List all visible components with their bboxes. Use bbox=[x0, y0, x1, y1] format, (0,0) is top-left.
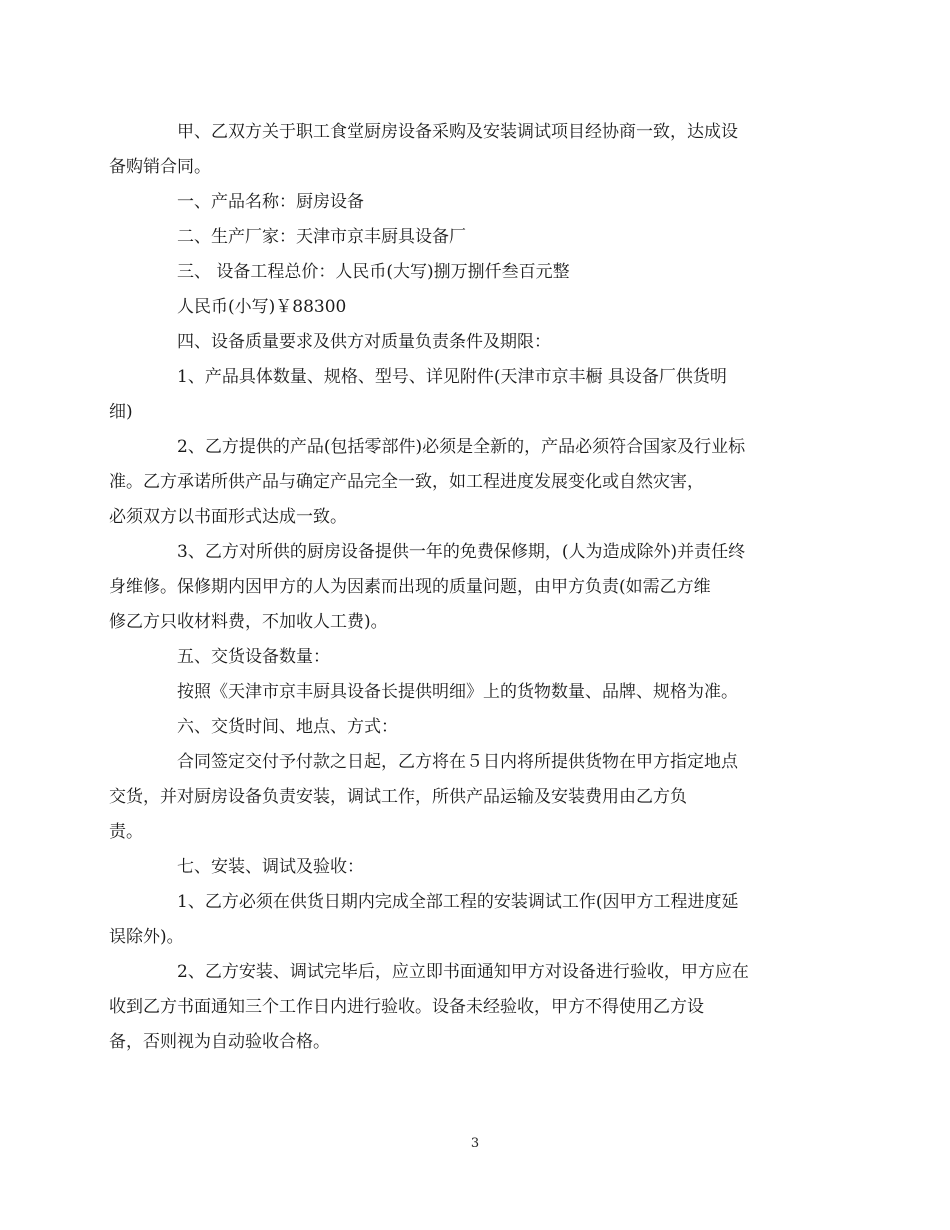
paragraph bbox=[109, 360, 808, 430]
paragraph-line: 误除外)。 bbox=[109, 927, 184, 947]
paragraph bbox=[143, 710, 808, 745]
paragraph-line: 备购销合同。 bbox=[109, 157, 211, 177]
paragraph bbox=[143, 325, 808, 360]
paragraph-line: 一、产品名称：厨房设备 bbox=[177, 192, 364, 212]
paragraph bbox=[143, 220, 808, 255]
paragraph-line: 按照《天津市京丰厨具设备长提供明细》上的货物数量、品牌、规格为准。 bbox=[177, 682, 738, 702]
paragraph-line: 五、交货设备数量： bbox=[177, 647, 330, 667]
paragraph bbox=[143, 675, 808, 710]
paragraph bbox=[109, 535, 808, 640]
paragraph-line: 二、生产厂家：天津市京丰厨具设备厂 bbox=[177, 227, 466, 247]
paragraph-line: 2、乙方安装、调试完毕后，应立即书面通知甲方对设备进行验收，甲方应在 bbox=[177, 962, 749, 982]
document-body bbox=[109, 115, 808, 1060]
paragraph-line: 责。 bbox=[109, 822, 143, 842]
paragraph-line: 1、产品具体数量、规格、型号、详见附件(天津市京丰橱 具设备厂供货明 bbox=[177, 367, 727, 387]
paragraph-line: 1、乙方必须在供货日期内完成全部工程的安装调试工作(因甲方工程进度延 bbox=[177, 892, 739, 912]
paragraph-line: 六、交货时间、地点、方式： bbox=[177, 717, 398, 737]
paragraph-line: 交货，并对厨房设备负责安装，调试工作，所供产品运输及安装费用由乙方负 bbox=[109, 787, 687, 807]
paragraph bbox=[143, 850, 808, 885]
paragraph-line: 人民币(小写)￥88300 bbox=[177, 297, 347, 317]
paragraph-line: 准。乙方承诺所供产品与确定产品完全一致，如工程进度发展变化或自然灾害， bbox=[109, 472, 704, 492]
paragraph-line: 身维修。保修期内因甲方的人为因素而出现的质量问题，由甲方负责(如需乙方维 bbox=[109, 577, 711, 597]
paragraph bbox=[143, 290, 808, 325]
paragraph bbox=[143, 185, 808, 220]
paragraph bbox=[143, 255, 808, 290]
paragraph-line: 2、乙方提供的产品(包括零部件)必须是全新的，产品必须符合国家及行业标 bbox=[177, 437, 746, 457]
paragraph-line: 备，否则视为自动验收合格。 bbox=[109, 1032, 330, 1052]
paragraph-line: 3、乙方对所供的厨房设备提供一年的免费保修期，(人为造成除外)并责任终 bbox=[177, 542, 746, 562]
paragraph bbox=[109, 745, 808, 850]
paragraph-line: 合同签定交付予付款之日起，乙方将在５日内将所提供货物在甲方指定地点 bbox=[177, 752, 738, 772]
paragraph-line: 甲、乙双方关于职工食堂厨房设备采购及安装调试项目经协商一致，达成设 bbox=[177, 122, 738, 142]
page-number: 3 bbox=[470, 1136, 480, 1151]
paragraph-line: 四、设备质量要求及供方对质量负责条件及期限： bbox=[177, 332, 551, 352]
paragraph bbox=[109, 955, 808, 1060]
paragraph-line: 必须双方以书面形式达成一致。 bbox=[109, 507, 347, 527]
paragraph-line: 修乙方只收材料费，不加收人工费)。 bbox=[109, 612, 388, 632]
paragraph-line: 细) bbox=[109, 402, 133, 422]
paragraph-line: 收到乙方书面通知三个工作日内进行验收。设备未经验收，甲方不得使用乙方设 bbox=[109, 997, 704, 1017]
paragraph bbox=[109, 885, 808, 955]
paragraph bbox=[109, 430, 808, 535]
paragraph-line: 三、 设备工程总价：人民币(大写)捌万捌仟叁百元整 bbox=[177, 262, 570, 282]
paragraph bbox=[143, 640, 808, 675]
paragraph-line: 七、安装、调试及验收： bbox=[177, 857, 364, 877]
paragraph bbox=[109, 115, 808, 185]
